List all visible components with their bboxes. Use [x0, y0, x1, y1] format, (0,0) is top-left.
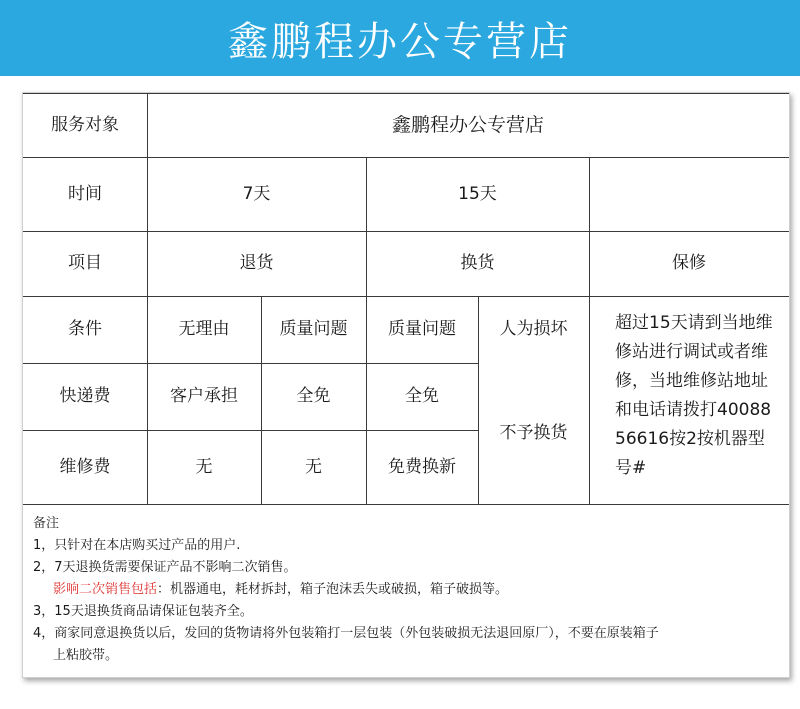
time-7-days: 7天	[242, 183, 271, 204]
note-2-detail-text: ：机器通电，耗材拆封，箱子泡沫丢失或破损，箱子破损等。	[157, 582, 509, 597]
shipping-free-return: 全免	[296, 386, 331, 407]
repair-fee-none-quality: 无	[305, 456, 322, 477]
note-2-detail	[33, 579, 783, 601]
condition-quality-exchange: 质量问题	[388, 319, 456, 340]
time-label: 时间	[68, 183, 102, 204]
repair-fee-none-return: 无	[195, 456, 213, 477]
after-sales-policy-card	[22, 92, 790, 678]
item-exchange: 换货	[460, 253, 495, 274]
no-exchange: 不予换货	[499, 423, 568, 444]
store-title: 鑫鹏程办公专营店	[228, 18, 572, 65]
time-empty	[589, 157, 789, 231]
warranty-instructions: 超过15天请到当地维修站进行调试或者维修，当地维修站地址和电话请拨打4008856616按2按机器型号#	[615, 313, 773, 478]
item-label: 项目	[68, 253, 102, 274]
condition-no-reason: 无理由	[178, 319, 230, 340]
note-2-highlight: 影响二次销售包括	[53, 582, 158, 597]
service-value: 鑫鹏程办公专营店	[391, 113, 544, 136]
repair-fee-label: 维修费	[59, 456, 111, 477]
shipping-free-exchange: 全免	[405, 386, 439, 407]
table-border-bottom	[23, 504, 789, 505]
condition-label: 条件	[68, 319, 102, 340]
notes-heading: 备注	[33, 516, 60, 531]
item-return: 退货	[239, 253, 274, 274]
repair-fee-free-new: 免费换新	[388, 456, 456, 477]
time-15-days: 15天	[458, 183, 497, 204]
service-label: 服务对象	[51, 114, 119, 135]
item-repair: 保修	[672, 253, 706, 274]
note-3: 3，15天退换货商品请保证包装齐全。	[33, 604, 253, 619]
note-2: 2，7天退换货需要保证产品不影响二次销售。	[33, 560, 297, 575]
note-4-continued: 上粘胶带。	[53, 648, 119, 663]
policy-table	[23, 93, 789, 505]
note-1: 1，只针对在本店购买过产品的用户.	[33, 538, 241, 553]
shipping-customer-pays: 客户承担	[170, 386, 238, 407]
store-banner	[0, 0, 800, 76]
condition-quality-return: 质量问题	[279, 319, 348, 340]
condition-human-damage: 人为损坏	[499, 319, 568, 340]
shipping-label: 快递费	[59, 386, 111, 407]
notes-section	[33, 513, 783, 667]
note-4: 4，商家同意退换货以后，发回的货物请将外包装箱打一层包装（外包装破损无法退回原厂），不要在原装箱子	[33, 626, 659, 641]
